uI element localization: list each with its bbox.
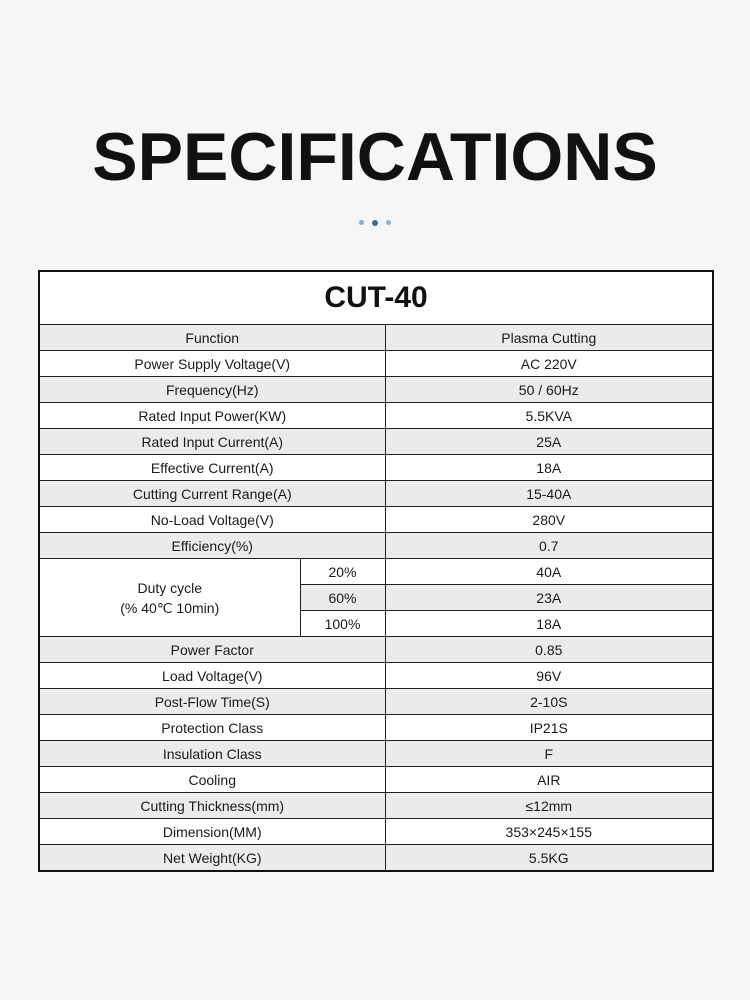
dot-icon	[372, 220, 378, 226]
spec-value: 50 / 60Hz	[385, 377, 713, 403]
table-row	[39, 429, 713, 455]
spec-value: AIR	[385, 767, 713, 793]
model-name: CUT-40	[39, 271, 713, 325]
table-row	[39, 533, 713, 559]
table-row	[39, 689, 713, 715]
spec-label: Function	[39, 325, 385, 351]
spec-value: 15-40A	[385, 481, 713, 507]
spec-value: F	[385, 741, 713, 767]
table-row	[39, 845, 713, 872]
table-row	[39, 507, 713, 533]
spec-label: Load Voltage(V)	[39, 663, 385, 689]
table-row	[39, 663, 713, 689]
duty-cycle-value: 23A	[385, 585, 713, 611]
spec-value: 2-10S	[385, 689, 713, 715]
duty-cycle-title: Duty cycle	[137, 579, 203, 596]
table-row	[39, 715, 713, 741]
spec-label: Power Factor	[39, 637, 385, 663]
spec-value: 18A	[385, 455, 713, 481]
table-row	[39, 767, 713, 793]
spec-value: 5.5KG	[385, 845, 713, 872]
table-row	[39, 377, 713, 403]
spec-value: 25A	[385, 429, 713, 455]
duty-cycle-condition: (% 40℃ 10min)	[120, 599, 220, 616]
spec-value: AC 220V	[385, 351, 713, 377]
duty-cycle-value: 40A	[385, 559, 713, 585]
table-row	[39, 793, 713, 819]
dot-icon	[386, 220, 391, 225]
spec-value: Plasma Cutting	[385, 325, 713, 351]
spec-label: Rated Input Current(A)	[39, 429, 385, 455]
spec-value: 5.5KVA	[385, 403, 713, 429]
table-row	[39, 637, 713, 663]
spec-table	[38, 270, 714, 872]
spec-value: 0.7	[385, 533, 713, 559]
duty-cycle-value: 18A	[385, 611, 713, 637]
table-row	[39, 403, 713, 429]
spec-label: Rated Input Power(KW)	[39, 403, 385, 429]
spec-label: Insulation Class	[39, 741, 385, 767]
spec-value: ≤12mm	[385, 793, 713, 819]
duty-cycle-percent: 20%	[300, 559, 385, 585]
spec-label: Efficiency(%)	[39, 533, 385, 559]
spec-label: Dimension(MM)	[39, 819, 385, 845]
decorative-dots	[0, 214, 750, 222]
spec-label: Post-Flow Time(S)	[39, 689, 385, 715]
duty-cycle-percent: 100%	[300, 611, 385, 637]
table-row	[39, 325, 713, 351]
spec-label: Cutting Thickness(mm)	[39, 793, 385, 819]
page-title: SPECIFICATIONS	[92, 119, 658, 195]
spec-label: No-Load Voltage(V)	[39, 507, 385, 533]
spec-value: 353×245×155	[385, 819, 713, 845]
spec-value: 280V	[385, 507, 713, 533]
spec-label: Cutting Current Range(A)	[39, 481, 385, 507]
table-row	[39, 351, 713, 377]
spec-value: IP21S	[385, 715, 713, 741]
spec-label: Effective Current(A)	[39, 455, 385, 481]
table-row	[39, 455, 713, 481]
spec-label: Frequency(Hz)	[39, 377, 385, 403]
spec-label: Cooling	[39, 767, 385, 793]
spec-label: Protection Class	[39, 715, 385, 741]
dot-icon	[359, 220, 364, 225]
duty-cycle-label	[39, 559, 300, 637]
duty-cycle-row	[39, 559, 713, 585]
spec-label: Net Weight(KG)	[39, 845, 385, 872]
spec-value: 96V	[385, 663, 713, 689]
table-row	[39, 741, 713, 767]
table-row	[39, 819, 713, 845]
spec-label: Power Supply Voltage(V)	[39, 351, 385, 377]
spec-value: 0.85	[385, 637, 713, 663]
table-row	[39, 481, 713, 507]
duty-cycle-percent: 60%	[300, 585, 385, 611]
model-row	[39, 271, 713, 325]
